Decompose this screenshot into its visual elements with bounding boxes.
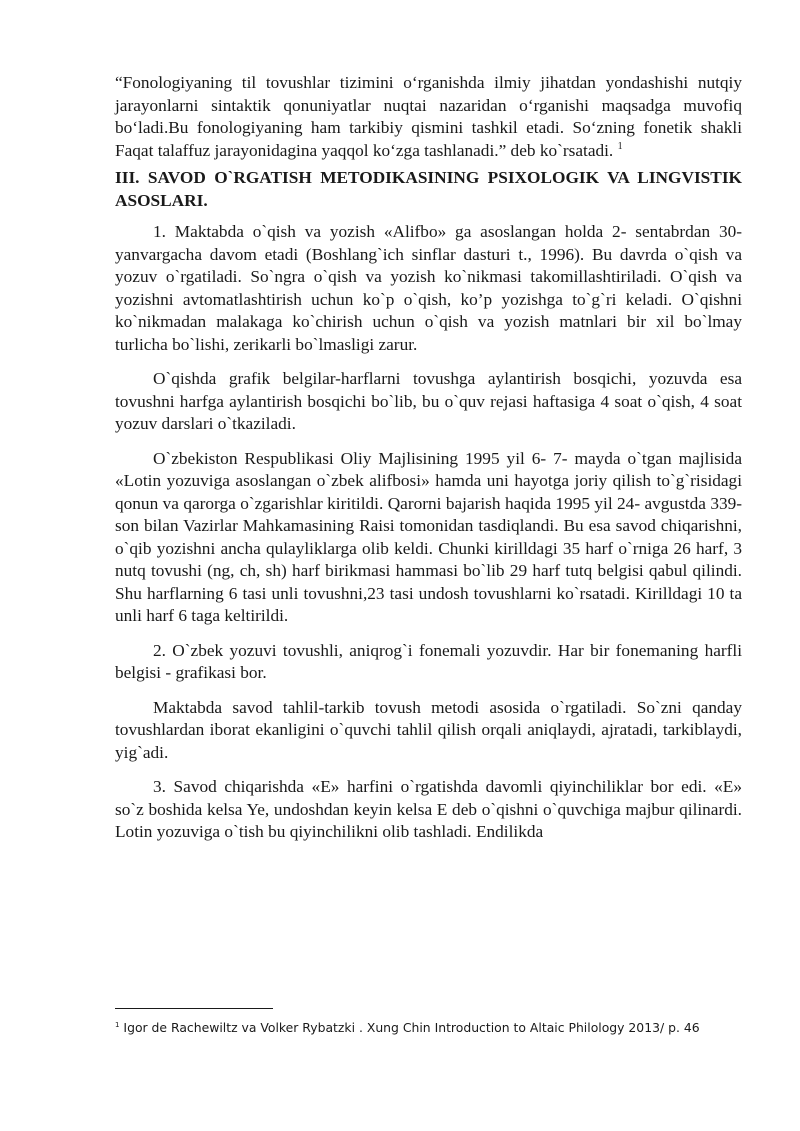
footnote-separator <box>115 1008 273 1009</box>
paragraph-1: 1. Maktabda o`qish va yozish «Alifbo» ga asoslangan holda 2- sentabrdan 30- yanvargacha davom etadi (Boshlang`ich sinflar dasturi t., 1996). Bu davrda o`qish va yozuv o`rgatiladi. So`ngra o`qish va yozish ko`nikmasi takomillashtiriladi. O`qish va yozishni avtomatlashtirish uchun ko`p o`qish, ko’p yozishga to`g`ri keladi. O`qishni ko`nikmadan malakaga ko`chirish uchun o`qish va yozish matnlari bir xil bo`lmay turlicha bo`lishi, zerikarli bo`lmasligi zarur. <box>115 222 742 354</box>
paragraph-5: Maktabda savod tahlil-tarkib tovush metodi asosida o`rgatiladi. So`zni qanday tovushlardan iborat ekanligini o`quvchi tahlil qilish orqali aniqlaydi, ajratadi, tarkiblaydi, yig`adi. <box>115 697 742 762</box>
body-text <box>115 72 742 844</box>
footnote-reference: 1 <box>617 140 623 152</box>
paragraph-6: 3. Savod chiqarishda «E» harfini o`rgatishda davomli qiyinchiliklar bor edi. «E» so`z boshida kelsa Ye, undoshdan keyin kelsa E deb o`qishni o`quvchiga majbur qilinardi. Lotin yozuviga o`tish bu qiyinchilikni olib tashladi. Endilikda <box>115 777 742 841</box>
footnote <box>115 1020 755 1036</box>
quote-text: “Fonologiyaning til tovushlar tizimini o‘rganishda ilmiy jihatdan yondashishi nutqiy jarayonlarni sintaktik qonuniyatlar nuqtai nazaridan o‘rganishi maqsadga muvofiq bo‘ladi.Bu fonologiyaning ham tarkibiy qismini tashkil etadi. So‘zning fonetik shakli Faqat talaffuz jarayonidagina yaqqol ko‘zga tashlanadi.” deb ko`rsatadi. <box>115 73 742 160</box>
quote-paragraph <box>115 72 742 162</box>
section-heading: III. SAVOD O`RGATISH METODIKASINING PSIXOLOGIK VA LINGVISTIK ASOSLARI. <box>115 168 742 210</box>
paragraph-2: O`qishda grafik belgilar-harflarni tovushga aylantirish bosqichi, yozuvda esa tovushni harfga aylantirish bosqichi bo`lib, bu o`quv rejasi haftasiga 4 soat o`qish, 4 soat yozuv darslari o`tkaziladi. <box>115 369 742 433</box>
paragraph-4: 2. O`zbek yozuvi tovushli, aniqrog`i fonemali yozuvdir. Har bir fonemaning harfli belgisi - grafikasi bor. <box>115 640 742 682</box>
footnote-marker: 1 <box>115 1020 120 1029</box>
footnote-text: Igor de Rachewiltz va Volker Rybatzki . Xung Chin Introduction to Altaic Philology 2013/ p. 46 <box>123 1020 700 1035</box>
paragraph-3: O`zbekiston Respublikasi Oliy Majlisining 1995 yil 6- 7- mayda o`tgan majlisida «Lotin yozuviga asoslangan o`zbek alifbosi» hamda uni hayotga joriy qilish to`g`risidagi qonun va qarorga o`zgarishlar kiritildi. Qarorni bajarish haqida 1995 yil 24- avgustda 339-son bilan Vazirlar Mahkamasining Raisi tomonidan tasdiqlandi. Bu esa savod chiqarishni, o`qib yozishni ancha qulayliklarga olib keldi. Chunki kirilldagi 35 harf o`rniga 26 harf, 3 nutq tovushi (ng, ch, sh) harf birikmasi hammasi bo`lib 29 harf tutq belgisi qabul qilindi. Shu harflarning 6 tasi unli tovushni,23 tasi undosh tovushlarni ko`rsatadi. Kirilldagi 10 ta unli harf 6 taga keltirildi. <box>115 448 742 625</box>
